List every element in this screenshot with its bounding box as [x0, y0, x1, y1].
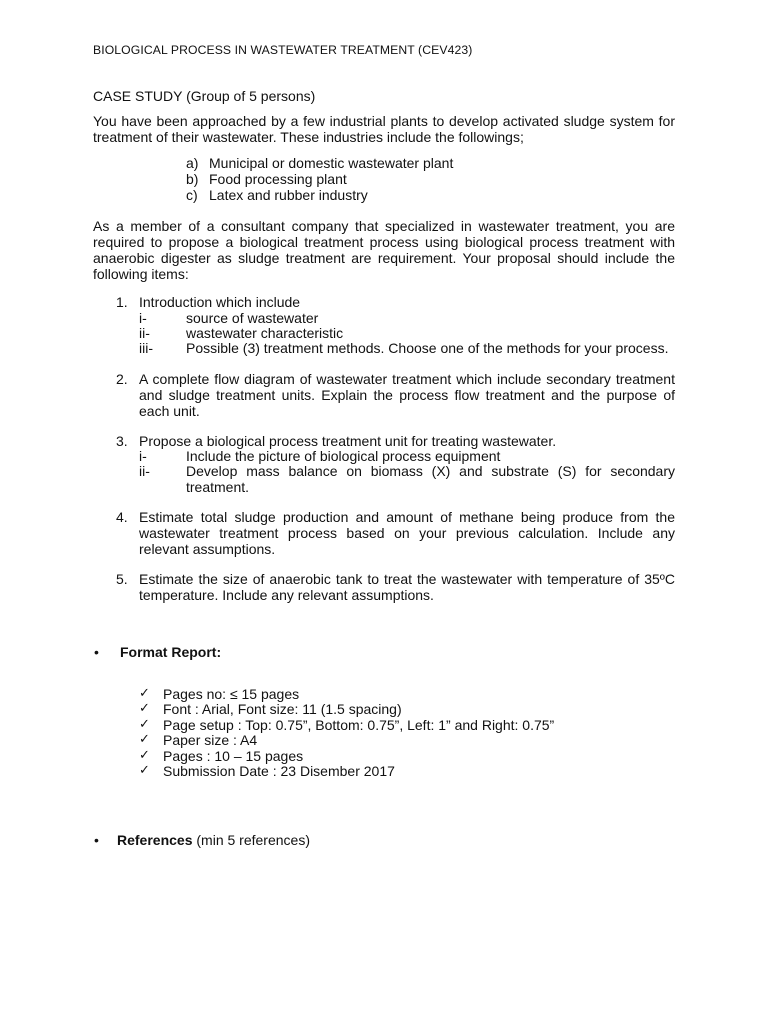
item-5-marker: 5. [116, 571, 128, 587]
industry-item-b: Food processing plant [209, 171, 347, 187]
requirement-line-2: required to propose a biological treatment process using biological process treatment with [93, 234, 675, 250]
format-report-title: Format Report: [120, 644, 222, 660]
item-3-sub-ii-marker: ii- [139, 463, 150, 479]
page-header: BIOLOGICAL PROCESS IN WASTEWATER TREATMENT (CEV423) [93, 43, 473, 57]
case-study-title: CASE STUDY (Group of 5 persons) [93, 88, 316, 104]
industry-item-a: Municipal or domestic wastewater plant [209, 155, 454, 171]
references-title: References [117, 832, 193, 848]
item-1-text: Introduction which include [139, 294, 301, 310]
item-5-line-1: Estimate the size of anaerobic tank to treat the wastewater with temperature of 35ºC [139, 571, 675, 587]
requirement-line-1: As a member of a consultant company that specialized in wastewater treatment, you are [93, 218, 675, 234]
item-5-text [139, 571, 675, 603]
item-2-line-2: and sludge treatment units. Explain the process flow treatment and the purpose of [139, 387, 675, 403]
item-4-line-1: Estimate total sludge production and amount of methane being produce from the [139, 509, 675, 525]
intro-line-1: You have been approached by a few industrial plants to develop activated sludge system for [93, 113, 675, 129]
industry-marker-c: c) [186, 187, 198, 203]
format-item-submission-date: Submission Date : 23 Disember 2017 [163, 763, 395, 779]
item-1-sub-iii-text: Possible (3) treatment methods. Choose one of the methods for your process. [186, 340, 669, 356]
item-4-line-3: relevant assumptions. [139, 541, 276, 557]
item-2-text [139, 371, 675, 419]
check-icon: ✓ [139, 685, 150, 700]
check-icon: ✓ [139, 716, 150, 731]
format-report-bullet-icon: • [94, 644, 99, 660]
item-1-sub-ii-marker: ii- [139, 325, 150, 341]
item-2-line-3: each unit. [139, 403, 200, 419]
item-1-sub-i-text: source of wastewater [186, 310, 319, 326]
references-note: (min 5 references) [196, 832, 310, 848]
format-item-paper-size: Paper size : A4 [163, 732, 258, 748]
industry-item-c: Latex and rubber industry [209, 187, 368, 203]
format-item-pages: Pages : 10 – 15 pages [163, 748, 304, 764]
industry-marker-b: b) [186, 171, 199, 187]
item-3-sub-i-text: Include the picture of biological process equipment [186, 448, 501, 464]
intro-line-2: treatment of their wastewater. These industries include the followings; [93, 129, 524, 145]
item-4-text [139, 509, 675, 557]
check-icon: ✓ [139, 762, 150, 777]
item-1-marker: 1. [116, 294, 128, 310]
format-item-font: Font : Arial, Font size: 11 (1.5 spacing) [163, 701, 402, 717]
item-1-sub-iii-marker: iii- [139, 340, 153, 356]
references-line [117, 832, 310, 848]
item-4-marker: 4. [116, 509, 128, 525]
item-3-sub-ii-line-1: Develop mass balance on biomass (X) and substrate (S) for secondary [186, 463, 675, 479]
item-4-line-2: wastewater treatment process based on your previous calculation. Include any [139, 525, 675, 541]
item-2-line-1: A complete flow diagram of wastewater treatment which include secondary treatment [139, 371, 675, 387]
item-3-sub-ii-text [186, 463, 675, 495]
item-3-text: Propose a biological process treatment unit for treating wastewater. [139, 433, 557, 449]
check-icon: ✓ [139, 747, 150, 762]
item-5-line-2: temperature. Include any relevant assumptions. [139, 587, 434, 603]
requirement-line-3: anaerobic digester as sludge treatment are requirement. Your proposal should include the [93, 250, 675, 266]
format-item-page-setup: Page setup : Top: 0.75”, Bottom: 0.75”, Left: 1” and Right: 0.75” [163, 717, 555, 733]
industry-marker-a: a) [186, 155, 199, 171]
item-3-sub-i-marker: i- [139, 448, 147, 464]
requirement-line-4: following items: [93, 266, 189, 282]
intro-paragraph [93, 113, 675, 145]
item-1-sub-ii-text: wastewater characteristic [186, 325, 344, 341]
format-item-pages-no: Pages no: ≤ 15 pages [163, 686, 300, 702]
item-2-marker: 2. [116, 371, 128, 387]
references-bullet-icon: • [94, 832, 99, 848]
item-3-sub-ii-line-2: treatment. [186, 479, 250, 495]
item-3-marker: 3. [116, 433, 128, 449]
item-1-sub-i-marker: i- [139, 310, 147, 326]
check-icon: ✓ [139, 700, 150, 715]
requirement-paragraph [93, 218, 675, 282]
check-icon: ✓ [139, 731, 150, 746]
